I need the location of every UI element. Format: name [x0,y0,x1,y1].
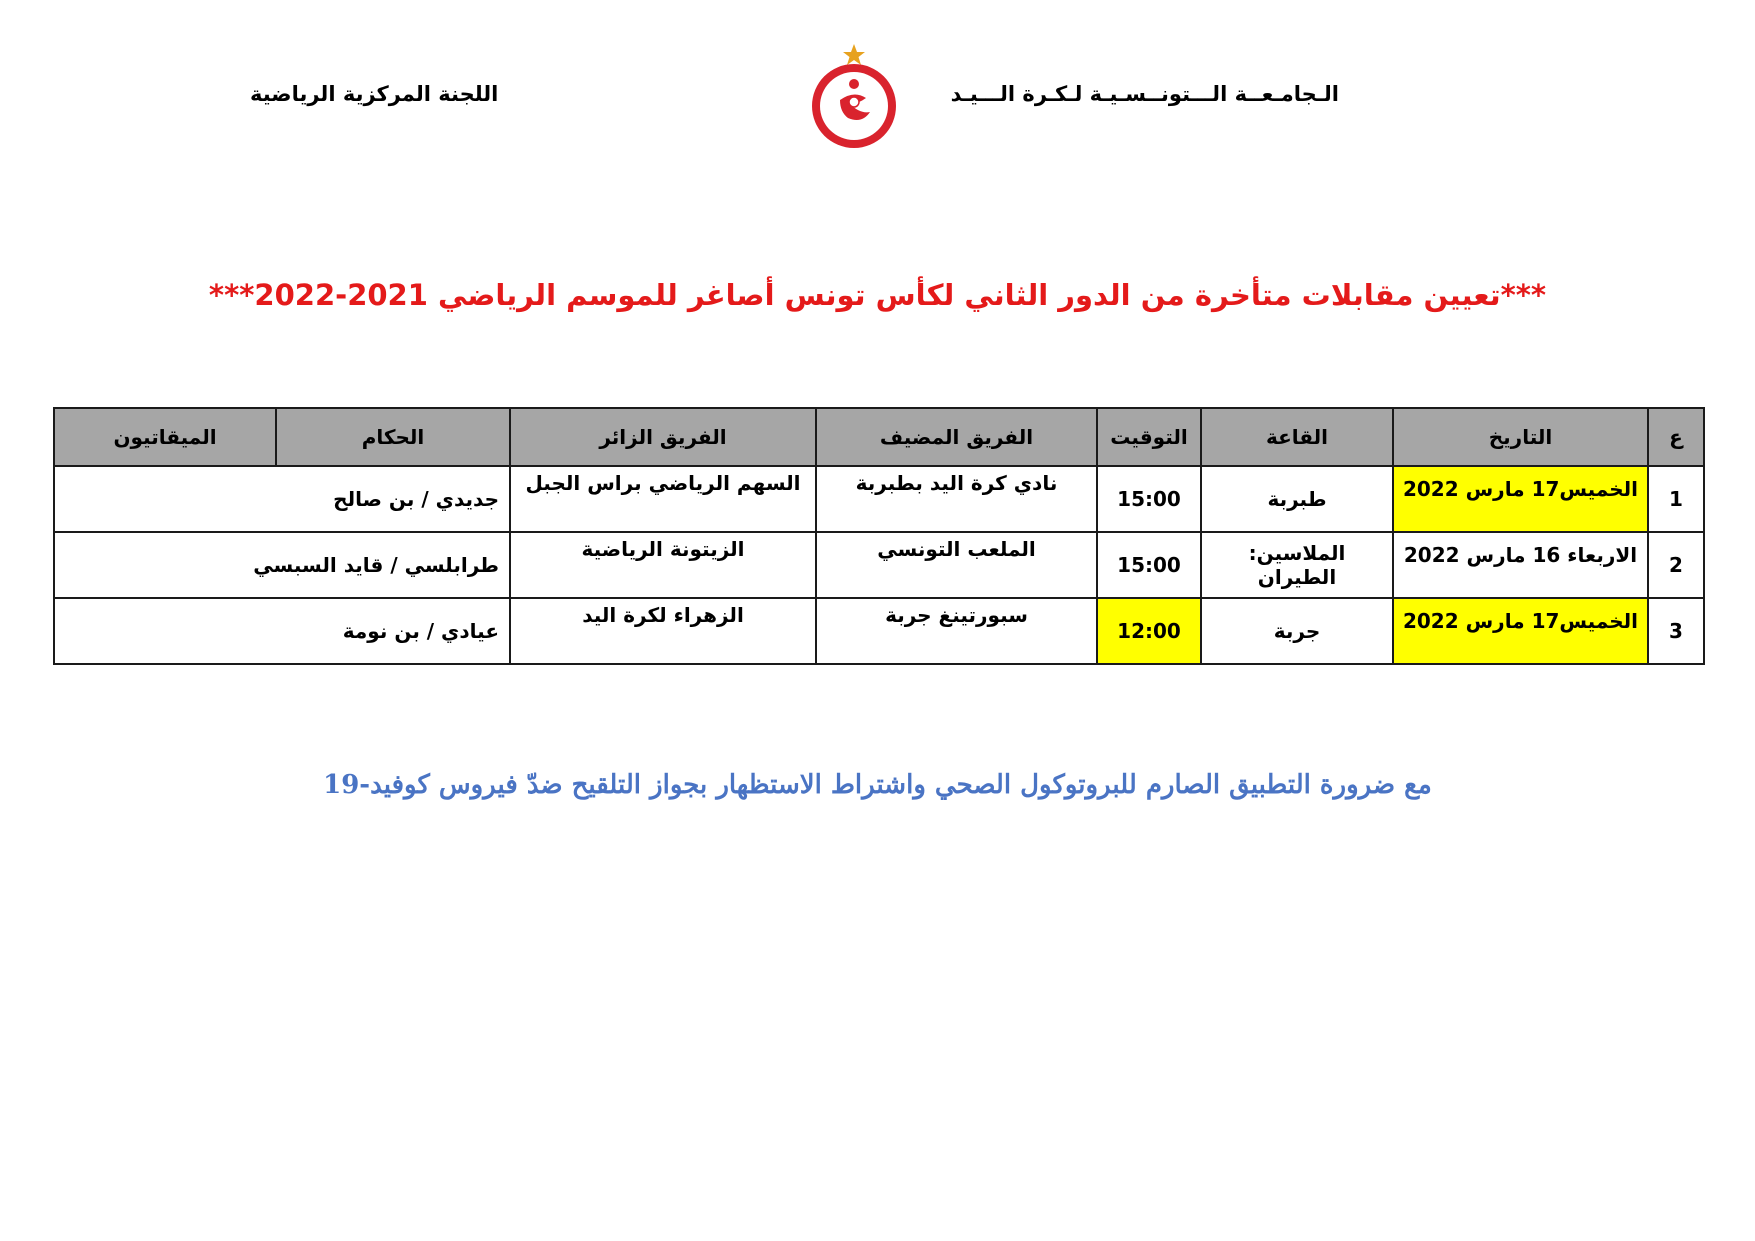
table-header-row [54,408,1704,466]
federation-logo [800,42,908,150]
col-header-timekeepers: الميقاتيون [54,408,276,466]
match-date: الخميس17 مارس 2022 [1393,598,1648,664]
federation-name: الـجامـعــة الـــتونــسـيـة لـكـرة الـــيـد [950,82,1339,106]
table-row [54,598,1704,664]
match-number: 2 [1648,532,1704,598]
col-header-venue: القاعة [1201,408,1393,466]
health-protocol-note: مع ضرورة التطبيق الصارم للبروتوكول الصحي واشتراط الاستظهار بجواز التلقيح ضدّ فيروس كوفيد-19 [323,770,1432,800]
match-referees: طرابلسي / قايد السبسي [54,532,510,598]
match-venue: جربة [1201,598,1393,664]
away-team: الزهراء لكرة اليد [510,598,816,664]
home-team: سبورتينغ جربة [816,598,1097,664]
away-team: الزيتونة الرياضية [510,532,816,598]
table-row [54,466,1704,532]
col-header-away: الفريق الزائر [510,408,816,466]
match-schedule-table [53,407,1705,665]
col-header-num: ع [1648,408,1704,466]
match-date: الاربعاء 16 مارس 2022 [1393,532,1648,598]
home-team: الملعب التونسي [816,532,1097,598]
page-title: ***تعيين مقابلات متأخرة من الدور الثاني لكأس تونس أصاغر للموسم الرياضي 2021-2022*** [208,278,1547,312]
match-venue: الملاسين: الطيران [1201,532,1393,598]
match-date: الخميس17 مارس 2022 [1393,466,1648,532]
match-referees: جديدي / بن صالح [54,466,510,532]
home-team: نادي كرة اليد بطبربة [816,466,1097,532]
committee-name: اللجنة المركزية الرياضية [250,82,499,106]
match-time: 15:00 [1097,466,1201,532]
col-header-time: التوقيت [1097,408,1201,466]
match-venue: طبربة [1201,466,1393,532]
match-number: 3 [1648,598,1704,664]
match-number: 1 [1648,466,1704,532]
col-header-home: الفريق المضيف [816,408,1097,466]
away-team: السهم الرياضي براس الجبل [510,466,816,532]
col-header-date: التاريخ [1393,408,1648,466]
match-referees: عيادي / بن نومة [54,598,510,664]
match-time: 15:00 [1097,532,1201,598]
match-time: 12:00 [1097,598,1201,664]
table-row [54,532,1704,598]
col-header-referees: الحكام [276,408,510,466]
